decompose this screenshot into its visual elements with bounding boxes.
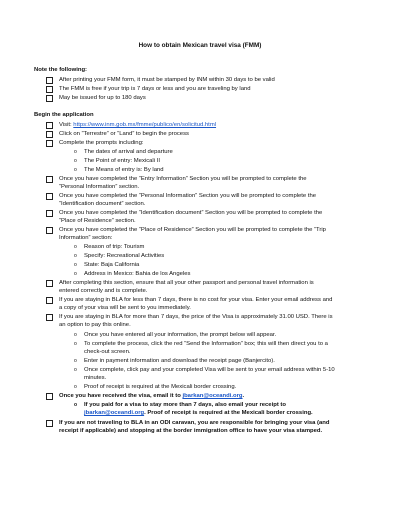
page-title: How to obtain Mexican travel visa (FMM) bbox=[138, 42, 262, 49]
checkbox[interactable] bbox=[46, 122, 53, 129]
checkbox[interactable] bbox=[46, 297, 53, 304]
checkbox[interactable] bbox=[46, 140, 53, 147]
checkbox[interactable] bbox=[46, 393, 53, 400]
checkbox[interactable] bbox=[46, 227, 53, 234]
document-page: How to obtain Mexican travel visa (FMM) Note the following: After printing your FMM form, it must be stamped by INM within 30 days to be valid The FMM is free if your trip is 7 days or less and you are traveling by land May be issued for up to 180 days Begin the application Visit: https://www.inm.gob.mx/fmme/publico/en/solicitud.html Click on “Terrestre” or “Land” to begin the process Complete the prompts including: o The dates of arrival and departure o The Point of entry: Mexicali II o The Means of entry is: By land Once you have completed the “Entry Information” Section you will be prompted to complete the “Personal Information” section. Once you have completed the “Personal Information” Section you will be prompted to complete the “Identification document” section. Once you have completed the “Identification document” Section you will be prompted to complete the “Place of Residence” section. Once you have completed the “Place of Residence” Section you will be prompted to complete the “Trip Information” section: o Reason of trip: Tourism o Specify: Recreational Activities o State: Baja California o Address in Mexico: Bahia de los Angeles After completing this section, ensure that all your other passport and personal travel information is entered correctly and is complete. If you are staying in BLA for less than 7 days, there is no cost for your visa. Enter your email address and a copy of your visa will be sent to you immediately. If you are staying in BLA for more than 7 days, the price of the Visa is approximately 31.00 USD. There is an option to pay this online. o Once you have entered all your information, the prompt below will appear. o To complete the process, click the red “Send the Information” box; this will then direct you to a check-out screen. o Enter in payment information and download the receipt page (Banjercito). o Once complete, click pay and your completed Visa will be sent to your email address within 5-10 minutes. o Proof of receipt is required at the Mexicali border crossing. Once you have received the visa, email it to jbarkan@oceandi.org. o If you paid for a visa to stay more than 7 days, also email your receipt to jbarkan@oceandi.org. Proof of receipt is required at the Mexicali border crossing. If you are not traveling to BLA in an ODI caravan, you are responsible for bringing your visa (and receipt if applicable) and stopping at the border immigration office to have your visa stamped. bbox=[0, 0, 400, 518]
begin-heading: Begin the application bbox=[34, 112, 94, 118]
checkbox[interactable] bbox=[46, 280, 53, 287]
checkbox[interactable] bbox=[46, 420, 53, 427]
checkbox[interactable] bbox=[46, 77, 53, 84]
email-link[interactable]: jbarkan@oceandi.org bbox=[84, 410, 145, 416]
checkbox[interactable] bbox=[46, 210, 53, 217]
checkbox[interactable] bbox=[46, 95, 53, 102]
checkbox[interactable] bbox=[46, 86, 53, 93]
checkbox[interactable] bbox=[46, 314, 53, 321]
inm-link[interactable]: https://www.inm.gob.mx/fmme/publico/en/solicitud.html bbox=[73, 122, 217, 128]
email-link[interactable]: jbarkan@oceandi.org bbox=[182, 393, 243, 399]
checkbox[interactable] bbox=[46, 131, 53, 138]
checkbox[interactable] bbox=[46, 176, 53, 183]
note-heading: Note the following: bbox=[34, 67, 88, 73]
checkbox[interactable] bbox=[46, 193, 53, 200]
